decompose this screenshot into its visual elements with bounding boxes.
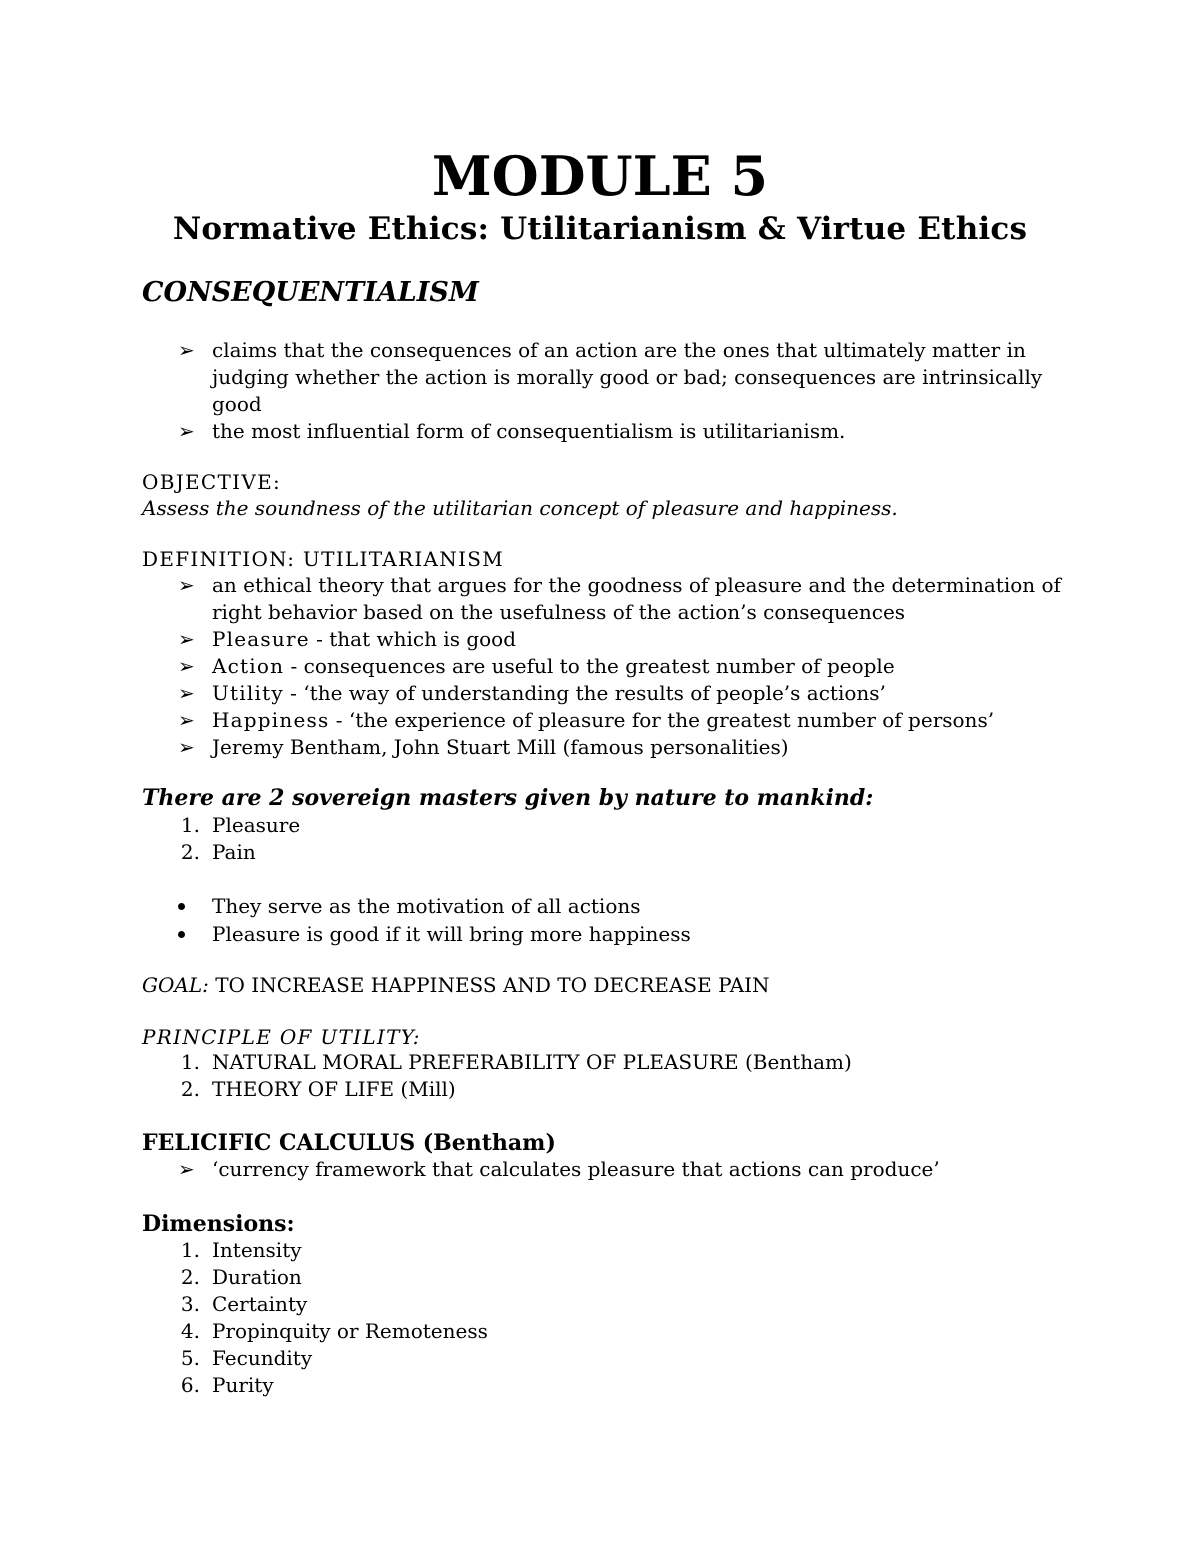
list-item bbox=[142, 734, 1072, 761]
list-item-text: Propinquity or Remoteness bbox=[212, 1319, 488, 1343]
felicific-heading: FELICIFIC CALCULUS (Bentham) bbox=[142, 1130, 556, 1156]
list-item bbox=[142, 337, 1072, 418]
objective-label: OBJECTIVE: bbox=[142, 470, 282, 494]
bullet-dot-icon bbox=[178, 903, 185, 910]
list-item bbox=[142, 1291, 1072, 1318]
list-number: 1. bbox=[180, 813, 200, 837]
list-item-text: - that which is good bbox=[309, 627, 517, 651]
consequentialism-list bbox=[142, 337, 1072, 445]
list-item-text: Purity bbox=[212, 1373, 274, 1397]
list-item-text: THEORY OF LIFE (Mill) bbox=[212, 1077, 456, 1101]
list-item bbox=[142, 1372, 1072, 1399]
goal-text: TO INCREASE HAPPINESS AND TO DECREASE PAIN bbox=[208, 973, 770, 997]
list-item-text: Pleasure bbox=[212, 813, 301, 837]
list-item-text: claims that the consequences of an action are the ones that ultimately matter in judging whether the action is morally good or bad; consequences are intrinsically good bbox=[212, 338, 1043, 416]
list-number: 4. bbox=[180, 1319, 200, 1343]
list-number: 2. bbox=[180, 1265, 200, 1289]
list-number: 3. bbox=[180, 1292, 200, 1316]
list-number: 1. bbox=[180, 1238, 200, 1262]
list-number: 6. bbox=[180, 1373, 200, 1397]
objective-text: Assess the soundness of the utilitarian concept of pleasure and happiness. bbox=[142, 496, 898, 520]
list-item-text: the most influential form of consequentialism is utilitarianism. bbox=[212, 419, 846, 443]
definition-term: Utility bbox=[212, 681, 284, 705]
arrow-bullet-icon: ➢ bbox=[178, 419, 195, 443]
list-item bbox=[142, 1345, 1072, 1372]
list-item bbox=[142, 920, 1072, 948]
definition-list bbox=[142, 572, 1072, 761]
list-item bbox=[142, 1156, 1072, 1183]
list-item-text: an ethical theory that argues for the goodness of pleasure and the determination of right behavior based on the usefulness of the action’s consequences bbox=[212, 573, 1061, 624]
list-item-text: - ‘the experience of pleasure for the greatest number of persons’ bbox=[329, 708, 995, 732]
list-item-text: Fecundity bbox=[212, 1346, 313, 1370]
list-number: 2. bbox=[180, 1077, 200, 1101]
definition-term: Pleasure bbox=[212, 627, 310, 651]
list-item-text: NATURAL MORAL PREFERABILITY OF PLEASURE (Bentham) bbox=[212, 1050, 852, 1074]
arrow-bullet-icon: ➢ bbox=[178, 573, 195, 597]
definition-label: DEFINITION: UTILITARIANISM bbox=[142, 547, 505, 571]
felicific-list bbox=[142, 1156, 1072, 1183]
dimensions-list bbox=[142, 1237, 1072, 1399]
masters-list bbox=[142, 812, 1072, 866]
arrow-bullet-icon: ➢ bbox=[178, 338, 195, 362]
list-item bbox=[142, 1264, 1072, 1291]
list-number: 5. bbox=[180, 1346, 200, 1370]
list-number: 2. bbox=[180, 840, 200, 864]
list-item-text: Intensity bbox=[212, 1238, 302, 1262]
principle-label: PRINCIPLE OF UTILITY: bbox=[142, 1025, 421, 1049]
list-item bbox=[142, 1237, 1072, 1264]
list-item bbox=[142, 707, 1072, 734]
list-item-text: Duration bbox=[212, 1265, 302, 1289]
list-item-text: They serve as the motivation of all actions bbox=[212, 894, 641, 918]
list-item bbox=[142, 812, 1072, 839]
list-item bbox=[142, 572, 1072, 626]
arrow-bullet-icon: ➢ bbox=[178, 627, 195, 651]
module-title: MODULE 5 bbox=[431, 144, 769, 208]
list-item bbox=[142, 1049, 1072, 1076]
list-item-text: - ‘the way of understanding the results of people’s actions’ bbox=[283, 681, 886, 705]
list-item-text: - consequences are useful to the greatest number of people bbox=[284, 654, 895, 678]
masters-points bbox=[142, 892, 1072, 948]
list-item-text: Jeremy Bentham, John Stuart Mill (famous personalities) bbox=[212, 735, 789, 759]
goal-line bbox=[142, 971, 770, 999]
arrow-bullet-icon: ➢ bbox=[178, 654, 195, 678]
arrow-bullet-icon: ➢ bbox=[178, 1157, 195, 1181]
dimensions-heading: Dimensions: bbox=[142, 1211, 295, 1237]
list-item bbox=[142, 1076, 1072, 1103]
list-item bbox=[142, 653, 1072, 680]
list-item bbox=[142, 892, 1072, 920]
module-subtitle: Normative Ethics: Utilitarianism & Virtue Ethics bbox=[172, 211, 1028, 247]
masters-heading: There are 2 sovereign masters given by nature to mankind: bbox=[142, 785, 874, 811]
definition-term: Happiness bbox=[212, 708, 330, 732]
arrow-bullet-icon: ➢ bbox=[178, 708, 195, 732]
definition-term: Action bbox=[212, 654, 285, 678]
list-item-text: ‘currency framework that calculates pleasure that actions can produce’ bbox=[212, 1157, 940, 1181]
list-item bbox=[142, 839, 1072, 866]
arrow-bullet-icon: ➢ bbox=[178, 735, 195, 759]
list-item bbox=[142, 1318, 1072, 1345]
list-number: 1. bbox=[180, 1050, 200, 1074]
arrow-bullet-icon: ➢ bbox=[178, 681, 195, 705]
list-item bbox=[142, 680, 1072, 707]
list-item-text: Pain bbox=[212, 840, 256, 864]
list-item-text: Pleasure is good if it will bring more happiness bbox=[212, 922, 691, 946]
goal-label: GOAL: bbox=[142, 973, 209, 997]
consequentialism-heading: CONSEQUENTIALISM bbox=[142, 277, 479, 308]
list-item bbox=[142, 626, 1072, 653]
list-item bbox=[142, 418, 1072, 445]
principle-list bbox=[142, 1049, 1072, 1103]
list-item-text: Certainty bbox=[212, 1292, 308, 1316]
bullet-dot-icon bbox=[178, 931, 185, 938]
